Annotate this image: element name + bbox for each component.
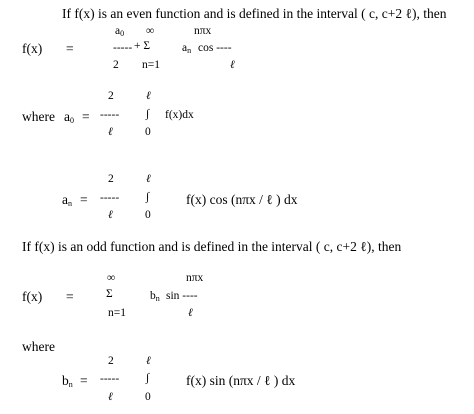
integral-lower-limit: 0 xyxy=(145,209,151,221)
integrand: f(x) sin (nπx / ℓ ) dx xyxy=(186,373,296,388)
sum-upper-limit-infinity: ∞ xyxy=(146,25,155,37)
integral-sign: ∫ xyxy=(146,372,150,384)
ell-denominator: ℓ xyxy=(230,59,235,71)
cos-fraction: cos ---- xyxy=(198,42,232,54)
a-symbol: a xyxy=(62,192,68,207)
plus-sigma: + Σ xyxy=(134,40,151,52)
a0-coefficient xyxy=(115,26,124,38)
sin-fraction: sin ---- xyxy=(166,290,198,302)
b-symbol: b xyxy=(150,290,156,302)
a0-subscript: 0 xyxy=(120,29,125,38)
integral-lower-limit: 0 xyxy=(145,391,151,403)
ell-denominator: ℓ xyxy=(108,391,113,403)
numerator-two: 2 xyxy=(108,173,114,185)
fraction-bar: ----- xyxy=(113,42,133,54)
n-subscript: n xyxy=(187,46,192,55)
integrand: f(x) cos (nπx / ℓ ) dx xyxy=(186,192,298,207)
an-symbol xyxy=(62,193,72,207)
sum-lower-limit: n=1 xyxy=(142,59,160,71)
fx-label: f(x) xyxy=(22,289,43,304)
integral-sign: ∫ xyxy=(146,191,150,203)
numerator-two: 2 xyxy=(108,355,114,367)
integrand: f(x)dx xyxy=(165,109,194,121)
a-symbol: a xyxy=(115,25,121,37)
sum-upper-limit-infinity: ∞ xyxy=(107,272,116,284)
integral-upper-limit: ℓ xyxy=(146,90,151,102)
an-coefficient xyxy=(182,43,191,55)
integral-lower-limit: 0 xyxy=(145,126,151,138)
n-pi-x-numerator: nπx xyxy=(186,272,204,284)
a0-symbol xyxy=(64,110,74,124)
ell-denominator: ℓ xyxy=(108,126,113,138)
equals-sign: = xyxy=(82,109,90,124)
fx-label: f(x) xyxy=(22,41,43,56)
bn-coefficient xyxy=(150,291,160,303)
integral-sign: ∫ xyxy=(146,108,150,120)
a-symbol: a xyxy=(182,42,188,54)
n-subscript: n xyxy=(68,380,73,389)
integral-upper-limit: ℓ xyxy=(146,173,151,185)
bn-symbol xyxy=(62,374,73,388)
odd-function-heading: If f(x) is an odd function and is defined in the interval ( c, c+2 ℓ), then xyxy=(22,239,402,254)
integral-upper-limit: ℓ xyxy=(146,355,151,367)
numerator-two: 2 xyxy=(108,90,114,102)
equals-sign: = xyxy=(80,192,88,207)
n-pi-x-numerator: nπx xyxy=(194,25,212,37)
denominator-two: 2 xyxy=(113,59,119,71)
n-subscript: n xyxy=(68,199,72,208)
b-symbol: b xyxy=(62,373,69,388)
even-function-heading: If f(x) is an even function and is defined in the interval ( c, c+2 ℓ), then xyxy=(62,6,447,21)
a-symbol: a xyxy=(64,109,70,124)
ell-denominator: ℓ xyxy=(188,307,193,319)
fraction-bar: ----- xyxy=(100,109,120,121)
sigma-sign: Σ xyxy=(106,288,113,300)
where-label: where xyxy=(22,109,55,124)
equals-sign: = xyxy=(80,373,88,388)
equals-sign: = xyxy=(66,41,74,56)
ell-denominator: ℓ xyxy=(108,209,113,221)
a0-subscript: 0 xyxy=(70,116,74,125)
n-subscript: n xyxy=(155,294,160,303)
fraction-bar: ----- xyxy=(100,373,120,385)
equals-sign: = xyxy=(66,289,74,304)
where-label: where xyxy=(22,339,55,354)
sum-lower-limit: n=1 xyxy=(108,307,126,319)
fraction-bar: ----- xyxy=(100,192,120,204)
